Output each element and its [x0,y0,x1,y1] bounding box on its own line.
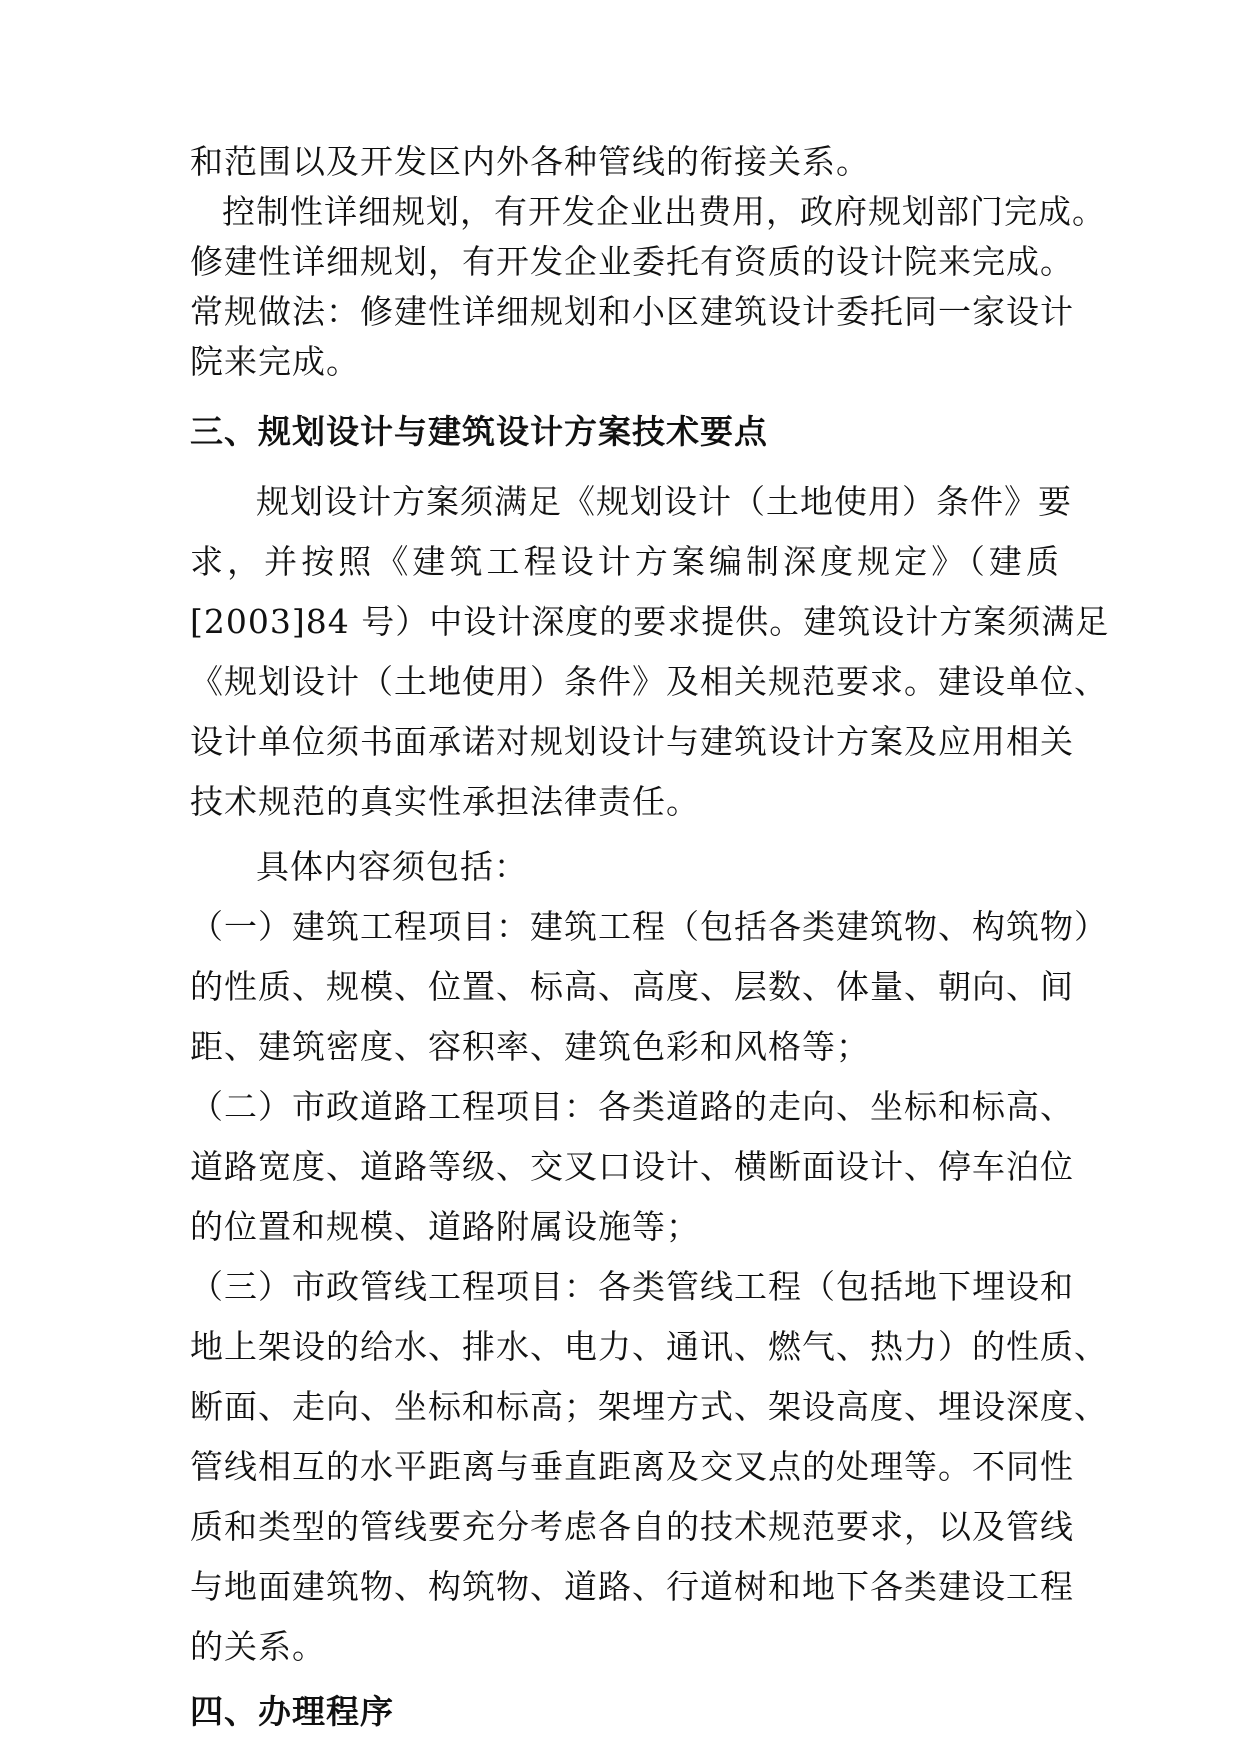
text-line-5: 院来完成。 [190,342,360,381]
text-line-25: 与地面建筑物、构筑物、道路、行道树和地下各类建设工程 [190,1567,1074,1606]
text-line-24: 质和类型的管线要充分考虑各自的技术规范要求，以及管线 [190,1507,1074,1546]
text-line-17: （二）市政道路工程项目：各类道路的走向、坐标和标高、 [190,1087,1074,1126]
text-line-3: 修建性详细规划，有开发企业委托有资质的设计院来完成。 [190,242,1074,281]
section-heading-4: 四、办理程序 [190,1692,394,1731]
text-line-9: [2003]84 号）中设计深度的要求提供。建筑设计方案须满足 [190,602,1110,641]
text-line-1: 和范围以及开发区内外各种管线的衔接关系。 [190,142,870,181]
text-line-4: 常规做法：修建性详细规划和小区建筑设计委托同一家设计 [190,292,1074,331]
text-line-19: 的位置和规模、道路附属设施等； [190,1207,700,1246]
text-line-21: 地上架设的给水、排水、电力、通讯、燃气、热力）的性质、 [190,1327,1108,1366]
text-line-18: 道路宽度、道路等级、交叉口设计、横断面设计、停车泊位 [190,1147,1074,1186]
text-line-13: 具体内容须包括： [256,847,528,886]
text-line-22: 断面、走向、坐标和标高；架埋方式、架设高度、埋设深度、 [190,1387,1108,1426]
text-line-12: 技术规范的真实性承担法律责任。 [190,782,700,821]
text-line-2: 控制性详细规划，有开发企业出费用，政府规划部门完成。 [222,192,1106,231]
text-line-16: 距、建筑密度、容积率、建筑色彩和风格等； [190,1027,870,1066]
text-line-10: 《规划设计（土地使用）条件》及相关规范要求。建设单位、 [190,662,1108,701]
text-line-23: 管线相互的水平距离与垂直距离及交叉点的处理等。不同性 [190,1447,1074,1486]
text-line-14: （一）建筑工程项目：建筑工程（包括各类建筑物、构筑物） [190,907,1108,946]
section-heading-3: 三、规划设计与建筑设计方案技术要点 [190,412,768,451]
text-line-26: 的关系。 [190,1627,326,1666]
text-line-11: 设计单位须书面承诺对规划设计与建筑设计方案及应用相关 [190,722,1074,761]
text-line-15: 的性质、规模、位置、标高、高度、层数、体量、朝向、间 [190,967,1074,1006]
text-line-7: 规划设计方案须满足《规划设计（土地使用）条件》要 [256,482,1072,521]
text-line-8: 求，并按照《建筑工程设计方案编制深度规定》（建质 [190,542,1060,581]
text-line-20: （三）市政管线工程项目：各类管线工程（包括地下埋设和 [190,1267,1074,1306]
